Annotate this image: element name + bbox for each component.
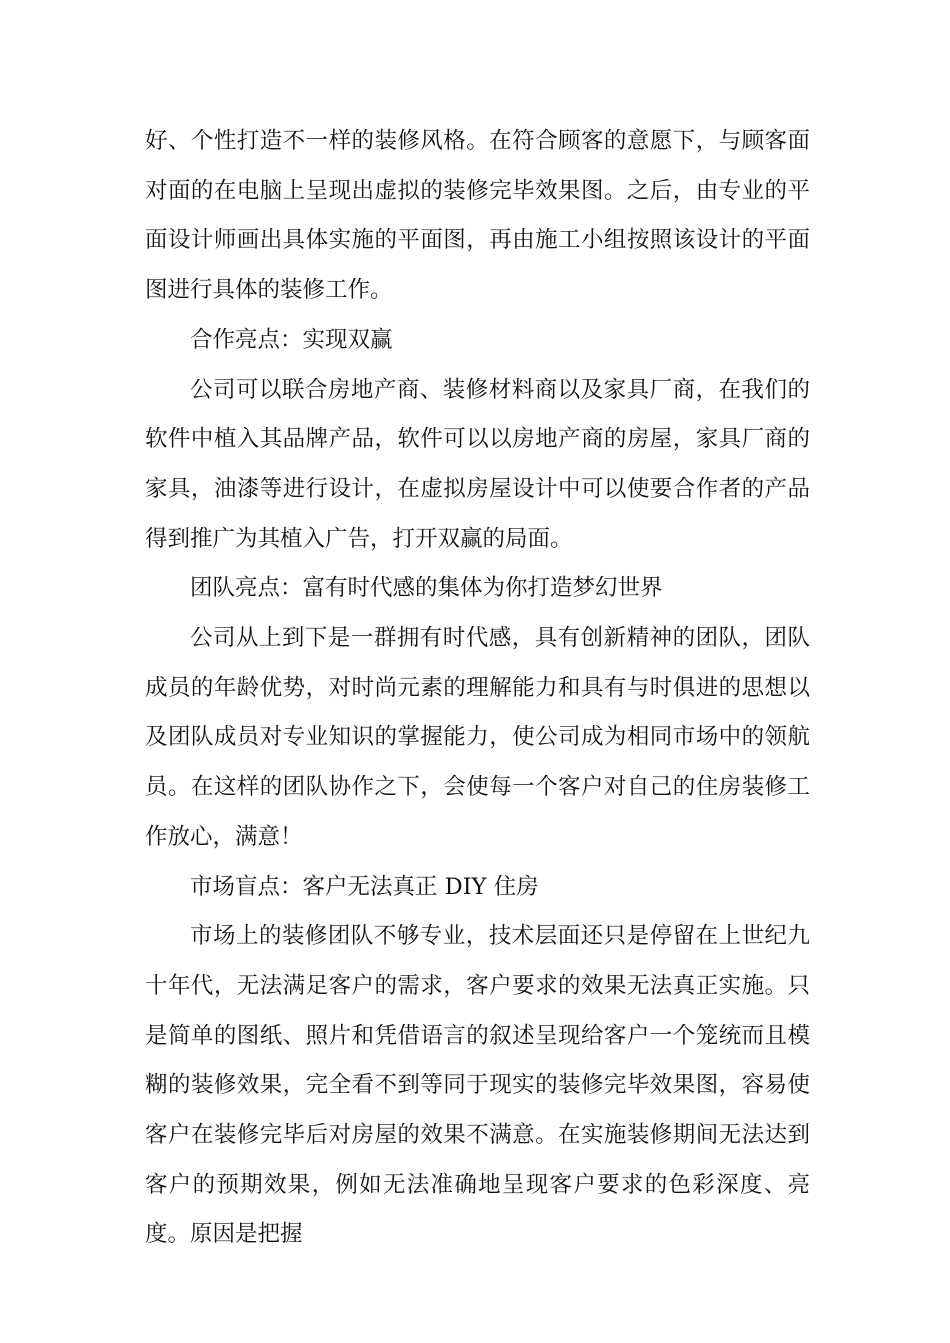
heading-team-highlight: 团队亮点：富有时代感的集体为你打造梦幻世界 (190, 575, 663, 602)
paragraph-market: 市场上的装修团队不够专业，技术层面还只是停留在上世纪九十年代，无法满足客户的需求，客户要求的效果无法真正实施。只是简单的图纸、照片和凭借语言的叙述呈现给客户一个笼统而且模糊的装修效果，完全看不到等同于现实的装修完毕效果图，容易使客户在装修完毕后对房屋的效果不满意。在实施装修期间无法达到客户的预期效果，例如无法准确地呈现客户要求的色彩深度、亮度。原因是把握 (145, 923, 810, 1248)
document-body (145, 117, 810, 1260)
heading-cooperation-highlight: 合作亮点：实现双赢 (190, 326, 393, 353)
paragraph-cooperation: 公司可以联合房地产商、装修材料商以及家具厂商，在我们的软件中植入其品牌产品，软件可以以房地产商的房屋，家具厂商的家具，油漆等进行设计，在虚拟房屋设计中可以使要合作者的产品得到推广为其植入广告，打开双赢的局面。 (145, 376, 810, 552)
heading-market-blindspot: 市场盲点：客户无法真正 DIY 住房 (190, 873, 539, 900)
paragraph-design-process: 好、个性打造不一样的装修风格。在符合顾客的意愿下，与顾客面对面的在电脑上呈现出虚拟的装修完毕效果图。之后，由专业的平面设计师画出具体实施的平面图，再由施工小组按照该设计的平面图进行具体的装修工作。 (145, 128, 810, 304)
paragraph-team: 公司从上到下是一群拥有时代感，具有创新精神的团队，团队成员的年龄优势，对时尚元素的理解能力和具有与时俱进的思想以及团队成员对专业知识的掌握能力，使公司成为相同市场中的领航员。在这样的团队协作之下，会使每一个客户对自己的住房装修工作放心，满意！ (145, 625, 810, 850)
